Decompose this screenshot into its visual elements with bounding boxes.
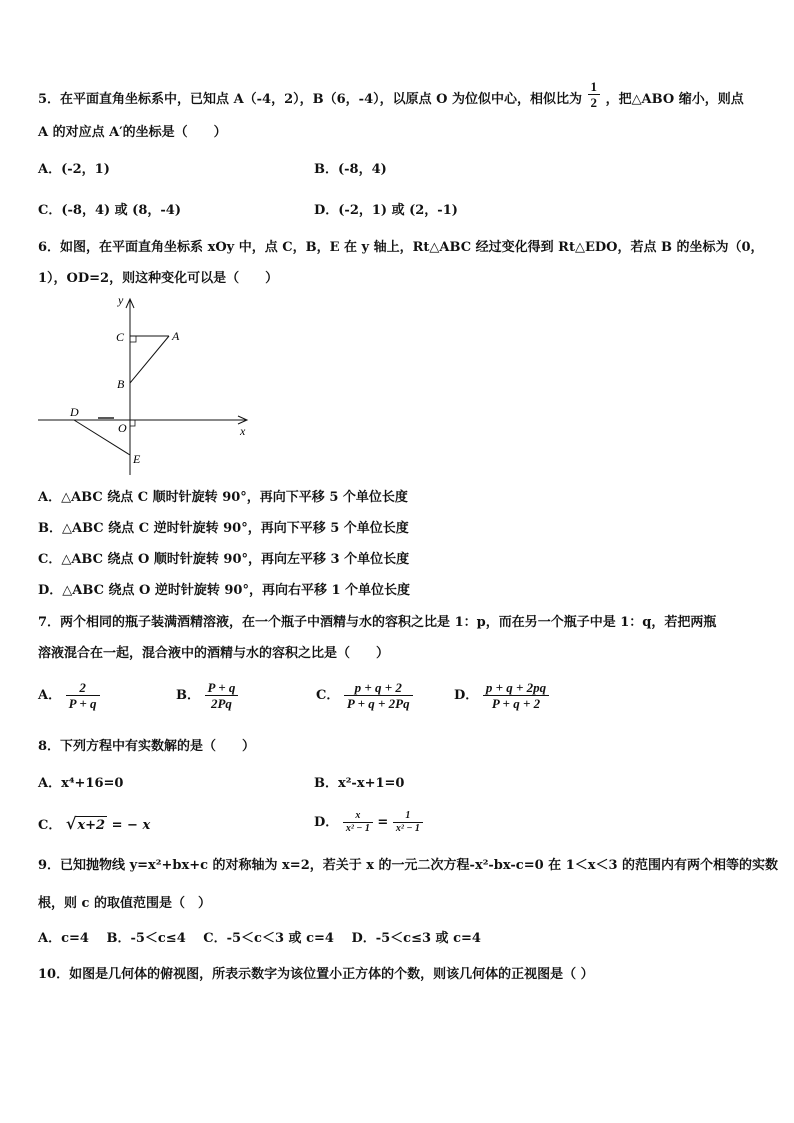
label-b: B (117, 377, 125, 391)
q8-d-left-fraction (343, 810, 373, 835)
q5-ratio-num: 1 (590, 79, 598, 94)
q7-option-a-fraction (66, 680, 100, 711)
right-angle-o-mark (130, 420, 135, 426)
q6-option-c: C．△ABC 绕点 O 顺时针旋转 90°，再向左平移 3 个单位长度 (38, 552, 410, 567)
q7-option-d-fraction (483, 680, 549, 711)
q7-option-b-label: B． (176, 688, 200, 703)
right-angle-c-mark (130, 336, 136, 342)
q8-option-a: A．x⁴+16=0 (38, 776, 124, 791)
q6-coordinate-figure (34, 290, 264, 480)
label-a: A (172, 329, 180, 343)
q5-line2: A 的对应点 A′的坐标是（ ） (38, 125, 227, 140)
segment-ab (130, 336, 169, 383)
q9-line2: 根，则 c 的取值范围是（ ） (38, 896, 211, 911)
q7-option-c-fraction (344, 680, 413, 711)
q8-d-equals: = (377, 815, 389, 830)
q6-option-d: D．△ABC 绕点 O 逆时针旋转 90°，再向右平移 1 个单位长度 (38, 583, 411, 598)
q9-options: A．c=4 B．-5＜c≤4 C．-5＜c＜3 或 c=4 D．-5＜c≤3 或 c=4 (38, 931, 481, 946)
q5-option-b: B．(-8，4) (314, 162, 387, 177)
q8-d-right-fraction (393, 810, 423, 835)
q8-option-c-label: C． (38, 818, 62, 833)
q8-d-right-num: 1 (405, 810, 411, 821)
q8-d-right-den: x² − 1 (393, 822, 423, 835)
q6-option-a: A．△ABC 绕点 C 顺时针旋转 90°，再向下平移 5 个单位长度 (38, 490, 408, 505)
q8-option-d (314, 810, 423, 835)
q7-option-d (454, 680, 549, 711)
q8-d-left-den: x² − 1 (343, 822, 373, 835)
q5-option-c: C．(-8，4) 或 (8，-4) (38, 203, 181, 218)
q9-line1: 9．已知抛物线 y=x²+bx+c 的对称轴为 x=2，若关于 x 的一元二次方程-x²-bx-c=0 在 1＜x＜3 的范围内有两个相等的实数 (38, 858, 779, 873)
q8-d-left-num: x (355, 810, 361, 821)
label-e: E (133, 452, 141, 466)
label-c: C (116, 330, 125, 344)
q8-line1: 8．下列方程中有实数解的是（ ） (38, 739, 256, 754)
q7-b-num: P + q (207, 680, 236, 695)
q7-c-num: p + q + 2 (354, 680, 402, 695)
q6-line2: 1），OD=2，则这种变化可以是（ ） (38, 271, 279, 286)
q7-c-den: P + q + 2Pq (344, 695, 413, 711)
q5-ratio-den: 2 (588, 94, 601, 110)
q7-option-d-label: D． (454, 688, 479, 703)
q7-line2: 溶液混合在一起，混合液中的酒精与水的容积之比是（ ） (38, 646, 390, 661)
q8-c-radicand: x+2 (77, 818, 106, 833)
q7-option-c (316, 680, 413, 711)
q7-option-c-label: C． (316, 688, 340, 703)
q5-line1 (38, 79, 744, 110)
q5-option-a: A．(-2，1) (38, 162, 110, 177)
q7-d-num: p + q + 2pq (485, 680, 547, 695)
q7-b-den: 2Pq (205, 695, 239, 711)
q7-a-den: P + q (66, 695, 100, 711)
q7-option-b-fraction (205, 680, 239, 711)
q7-d-den: P + q + 2 (483, 695, 549, 711)
q7-option-a (38, 680, 100, 711)
q5-ratio-fraction (588, 79, 601, 110)
q7-option-a-label: A． (38, 688, 62, 703)
q6-option-b: B．△ABC 绕点 C 逆时针旋转 90°，再向下平移 5 个单位长度 (38, 521, 409, 536)
label-y: y (118, 293, 124, 307)
sqrt-icon: √ (65, 814, 77, 833)
q5-option-d: D．(-2，1) 或 (2，-1) (314, 203, 458, 218)
label-d: D (70, 405, 79, 419)
q7-line1: 7．两个相同的瓶子装满酒精溶液，在一个瓶子中酒精与水的容积之比是 1：p，而在另一个瓶子中是 1：q，若把两瓶 (38, 615, 717, 630)
q8-option-b: B．x²-x+1=0 (314, 776, 405, 791)
q5-text-pre: 5．在平面直角坐标系中，已知点 A（-4，2），B（6，-4），以原点 O 为位似中心，相似比为 (38, 92, 582, 107)
q7-option-b (176, 680, 238, 711)
q8-c-rhs: = − x (111, 818, 151, 833)
q6-line1: 6．如图，在平面直角坐标系 xOy 中，点 C，B，E 在 y 轴上，Rt△ABC 经过变化得到 Rt△EDO，若点 B 的坐标为（0， (38, 240, 764, 255)
q8-option-d-label: D． (314, 815, 339, 830)
label-x: x (240, 424, 246, 438)
q5-text-post: ，把△ABO 缩小，则点 (605, 92, 744, 107)
q8-option-c (38, 815, 150, 835)
q10-line1: 10．如图是几何体的俯视图，所表示数字为该位置小正方体的个数，则该几何体的正视图是（ ） (38, 967, 594, 982)
label-o: O (118, 421, 127, 435)
q7-a-num: 2 (79, 680, 86, 695)
